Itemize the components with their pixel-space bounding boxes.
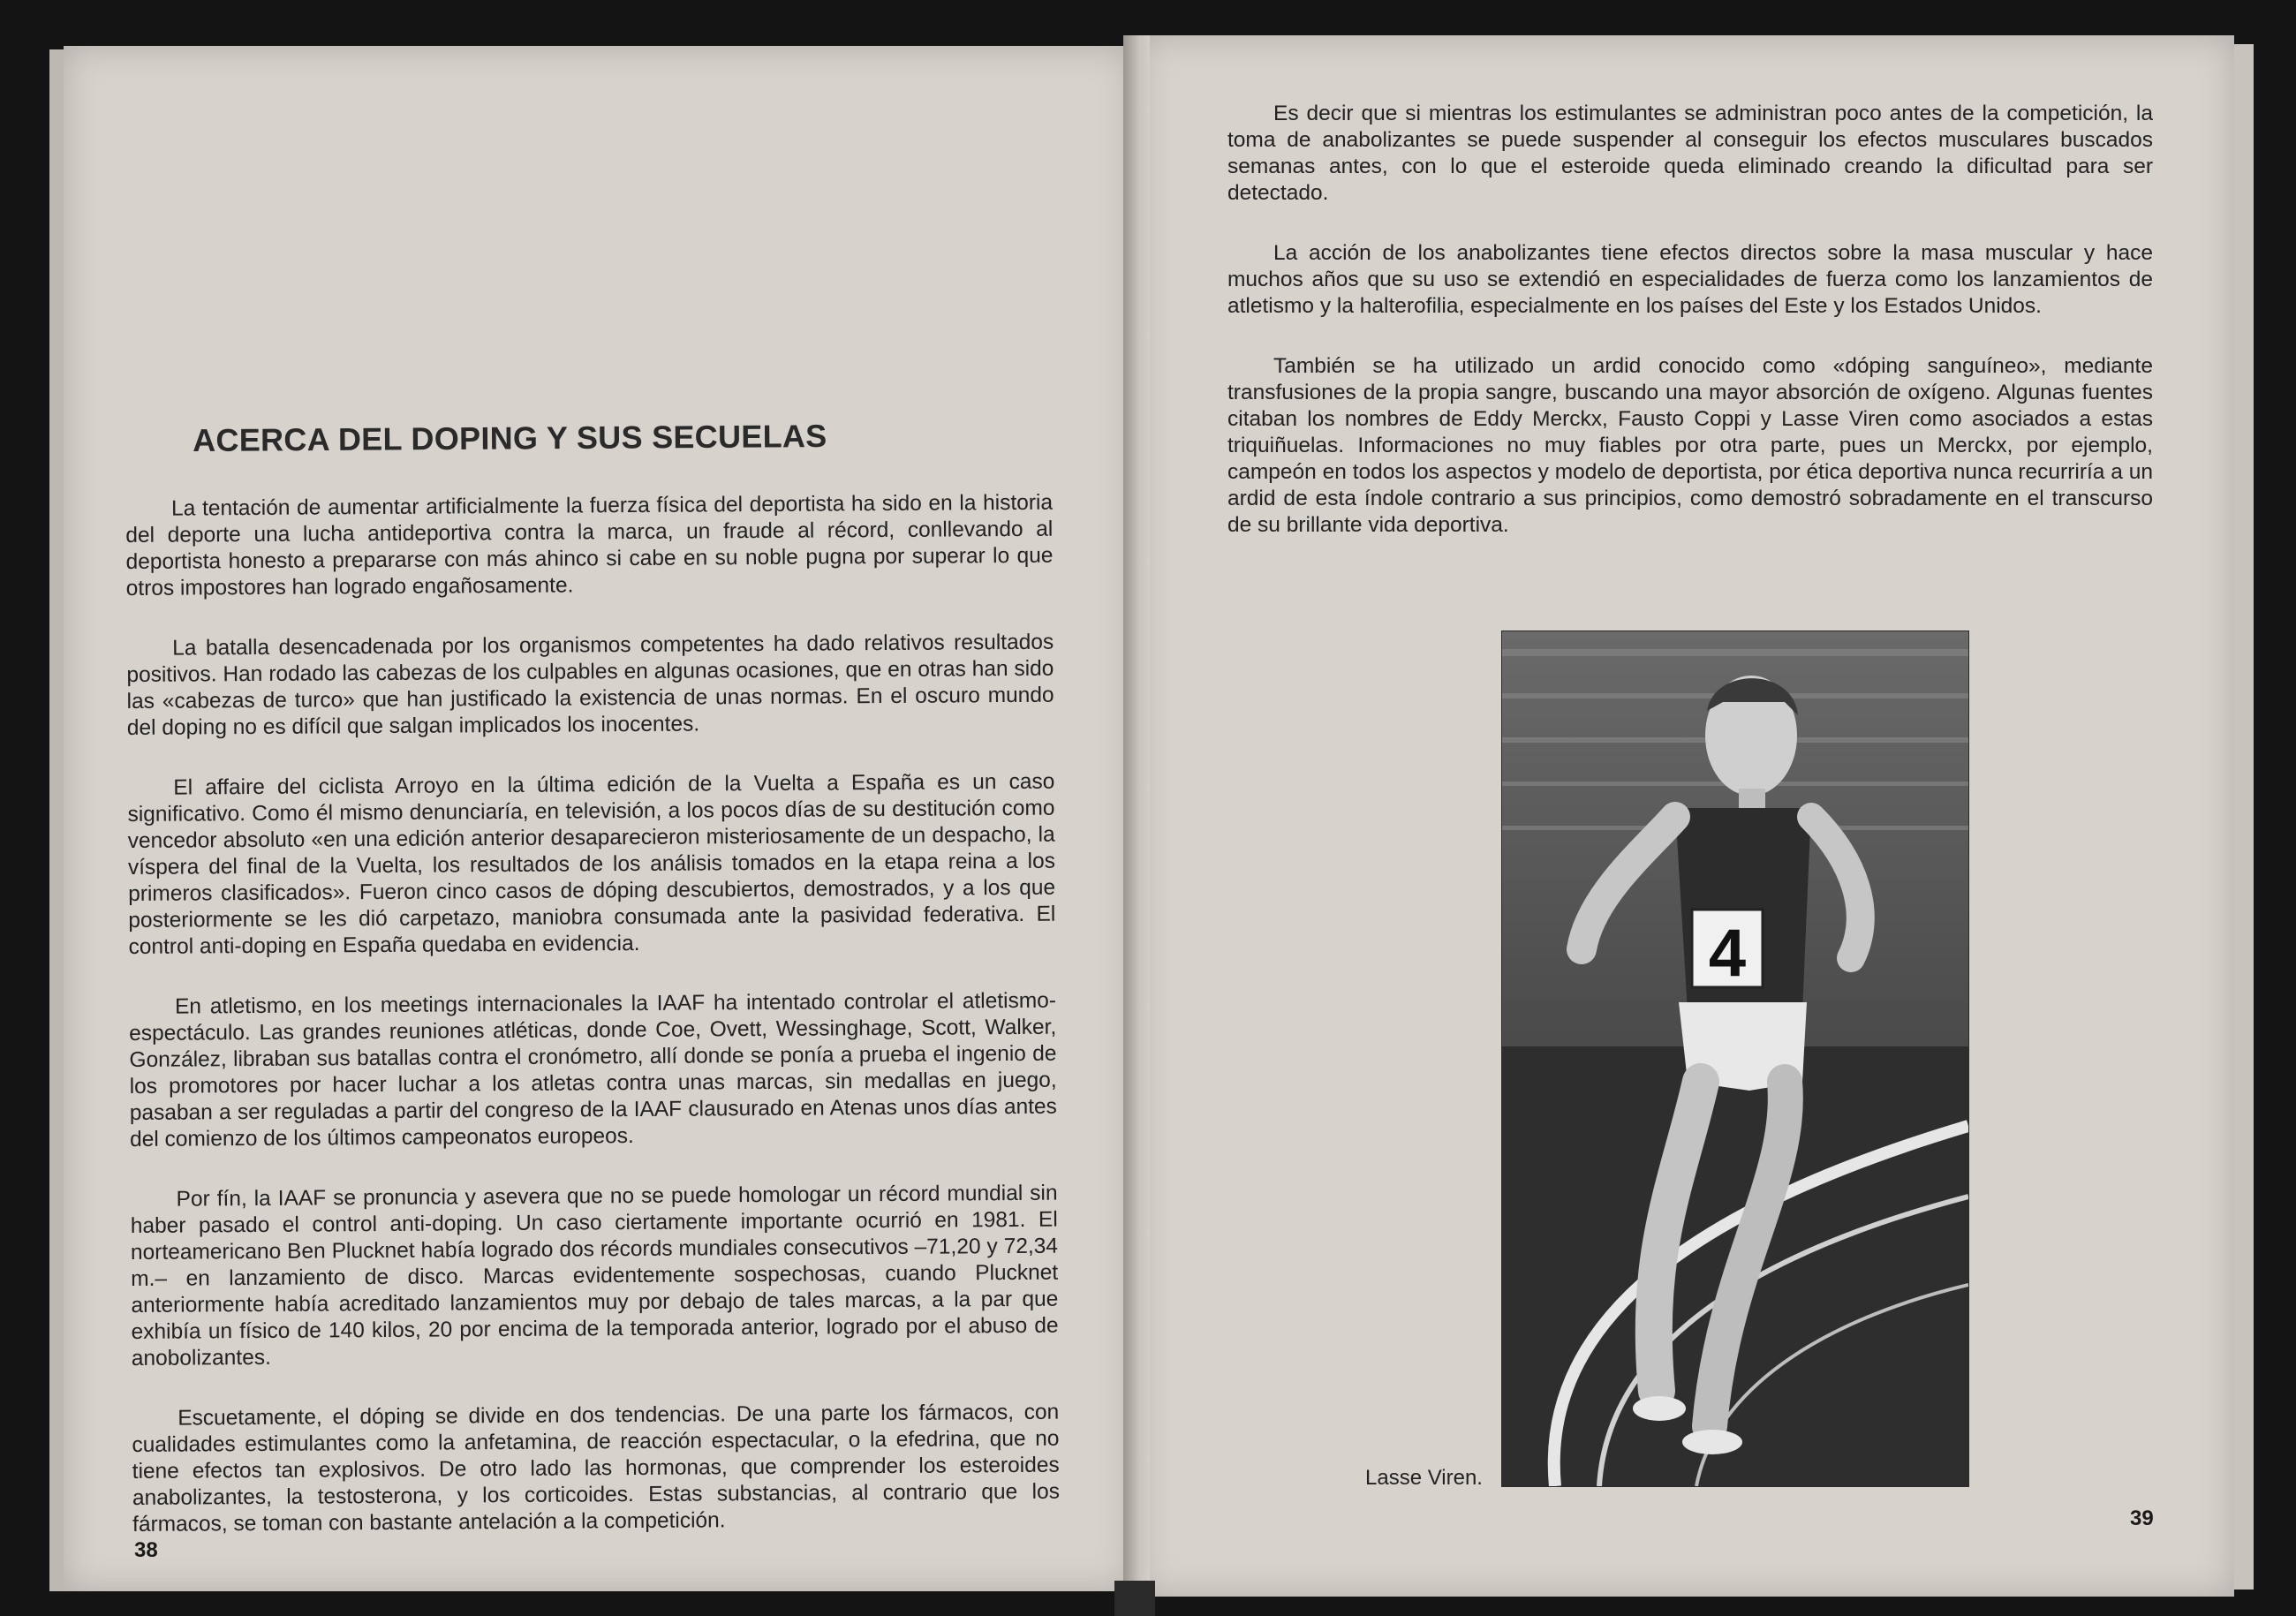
book-gutter (1123, 35, 1150, 1598)
paragraph: También se ha utilizado un ardid conocido como «dóping sanguíneo», mediante transfusiones de la propia sangre, buscando una mayor absorción de oxígeno. Algunas fuentes citaban los nombres de Eddy Merckx, Fausto Coppi y Lasse Viren como asociados a estas triquiñuelas. Informaciones no muy fiables por otra parte, pues un Merckx, por ejemplo, campeón en todos los aspectos y modelo de deportista, por ética deportiva nunca recurriría a un ardid de esta índole contrario a sus principios, como demostró sobradamente en el transcurso de su brillante vida deportiva. (1227, 354, 2153, 537)
paragraph: Escuetamente, el dóping se divide en dos tendencias. De una parte los fármacos, con cualidades estimulantes como la anfetamina, de reacción espectacular, o la efedrina, que no tiene efectos tan explosivos. De otro lado las hormonas, que comprender los esteroides anabolizantes, la testosterona, y los corticoides. Estas substancias, al contrario que los fármacos, se toman con bastante antelación a la competición. (132, 1400, 1060, 1537)
chapter-title: ACERCA DEL DOPING Y SUS SECUELAS (193, 417, 827, 458)
runner-photo (1501, 631, 1969, 1487)
page-edge (2234, 44, 2254, 1590)
photo-caption: Lasse Viren. (1365, 1466, 1483, 1490)
bib-number: 4 (1708, 916, 1747, 991)
page-number-left: 38 (134, 1538, 158, 1562)
paragraph: La acción de los anabolizantes tiene efectos directos sobre la masa muscular y hace muchos años que su uso se extendió en especialidades de fuerza como los lanzamientos de atletismo y la halterofilia, especialmente en los países del Este y los Estados Unidos. (1227, 241, 2153, 318)
page-number-right: 39 (2130, 1507, 2154, 1530)
paragraph: La tentación de aumentar artificialmente la fuerza física del deportista ha sido en la historia del deporte una lucha antideportiva contra la marca, un fraude al récord, conllevando al deportista honesto a prepararse con más ahinco si cabe en su noble pugna por superar lo que otros impostores han logrado engañosamente. (125, 490, 1054, 600)
paragraph: La batalla desencadenada por los organismos competentes ha dado relativos resultados positivos. Han rodado las cabezas de los culpables en algunas ocasiones, que en otras han sido las «cabezas de turco» que han justificado la existencia de unas normas. En el oscuro mundo del doping no es difícil que salgan implicados los inocentes. (126, 630, 1054, 740)
paragraph: Es decir que si mientras los estimulantes se administran poco antes de la competición, la toma de anabolizantes se puede suspender al conseguir los efectos musculares buscados semanas antes, con lo que el esteroide queda eliminado creando la dificultad para ser detectado. (1227, 102, 2153, 205)
paragraph: Por fín, la IAAF se pronuncia y asevera que no se puede homologar un récord mundial sin haber pasado el control anti-doping. Un caso ciertamente importante ocurrió en 1981. El norteamericano Ben Plucknet había logrado dos récords mundiales consecutivos –71,20 y 72,34 m.– en lanzamiento de disco. Marcas evidentemente sospechosas, cuando Plucknet anteriormente había acreditado lanzamientos muy por debajo de tales marcas, a la par que exhibía un físico de 140 kilos, 20 por encima de la temporada anterior, logrado por el abuso de anobolizantes. (130, 1181, 1059, 1371)
book-spine (1114, 1581, 1155, 1616)
right-column-text (1227, 101, 2153, 572)
page-edge (49, 49, 64, 1591)
paragraph: En atletismo, en los meetings internacionales la IAAF ha intentado controlar el atletismo-espectáculo. Las grandes reuniones atléticas, donde Coe, Ovett, Wessinghage, Scott, Walker, González, libraban sus batallas contra el cronómetro, allí donde se ponía a prueba el ingenio de los promotores por hacer luchar a los atletas contra unas marcas, sin medallas en juego, pasaban a ser reguladas a partir del congreso de la IAAF clausurado en Atenas unos días antes del comienzo de los últimos campeonatos europeos. (129, 988, 1057, 1152)
runner-illustration (1502, 631, 1968, 1486)
paragraph: El affaire del ciclista Arroyo en la última edición de la Vuelta a España es un caso significativo. Como él mismo denunciaría, en televisión, a los pocos días de su destitución como vencedor absoluto «en una edición anterior desaparecieron misteriosamente de un despacho, la víspera del final de la Vuelta, los resultados de los análisis tomados en la etapa reina a los primeros clasificados». Fueron cinco casos de dóping descubiertos, demostrados, y a los que posteriormente se les dió carpetazo, maniobra consumada ante la pasividad federativa. El control anti-doping en España quedaba en evidencia. (127, 769, 1056, 959)
left-column-text (125, 490, 1060, 1572)
